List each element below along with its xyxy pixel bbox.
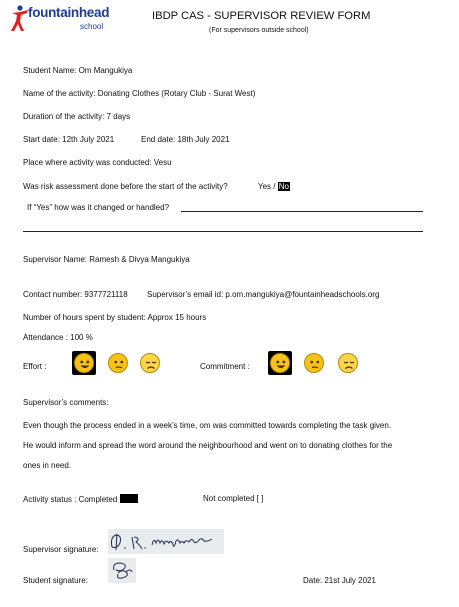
form-subtitle: (For supervisors outside school) — [209, 27, 309, 34]
risk-question: Was risk assessment done before the start of the activity? — [23, 182, 228, 191]
contact-number: Contact number: 9377721118 — [23, 290, 128, 299]
supervisor-signature-image — [108, 529, 224, 554]
completed-checkbox-marked[interactable] — [120, 494, 138, 503]
commitment-happy-option[interactable] — [268, 351, 292, 375]
happy-face-icon — [74, 353, 94, 373]
end-date: End date: 18th July 2021 — [141, 135, 230, 144]
commitment-sad-option[interactable] — [338, 353, 358, 373]
effort-happy-option[interactable] — [72, 351, 96, 375]
neutral-face-icon — [108, 353, 128, 373]
form-title: IBDP CAS - SUPERVISOR REVIEW FORM — [152, 10, 371, 22]
answer-line — [23, 231, 423, 232]
activity-duration: Duration of the activity: 7 days — [23, 112, 131, 121]
commitment-neutral-option[interactable] — [304, 353, 324, 373]
student-signature-image — [108, 558, 136, 583]
signature-date: Date: 21st July 2021 — [303, 576, 376, 585]
effort-neutral-option[interactable] — [108, 353, 128, 373]
start-date: Start date: 12th July 2021 — [23, 135, 115, 144]
risk-answer — [258, 182, 290, 192]
activity-place: Place where activity was conducted: Vesu — [23, 158, 172, 167]
supervisor-name: Supervisor Name: Ramesh & Divya Mangukiya — [23, 255, 190, 264]
commitment-label: Commitment : — [200, 362, 250, 371]
neutral-face-icon — [304, 353, 324, 373]
hours-spent: Number of hours spent by student: Approx 15 hours — [23, 313, 207, 322]
comment-line: ones in need. — [23, 461, 72, 470]
happy-face-icon — [270, 353, 290, 373]
activity-name: Name of the activity: Donating Clothes (Rotary Club - Surat West) — [23, 89, 256, 98]
logo-subtitle: school — [80, 22, 104, 31]
logo-wordmark: fountainhead — [28, 5, 110, 20]
risk-followup-question: If “Yes” how was it changed or handled? — [27, 203, 170, 212]
comment-line: Even though the process ended in a week’s time, om was committed towards completing the task given. — [23, 421, 392, 430]
attendance: Attendance : 100 % — [23, 333, 93, 342]
status-completed-label: Activity status : Completed — [23, 495, 118, 504]
student-signature-label: Student signature: — [23, 576, 88, 585]
activity-status — [23, 494, 138, 505]
sad-face-icon — [140, 353, 160, 373]
comments-label: Supervisor’s comments: — [23, 398, 109, 407]
sad-face-icon — [338, 353, 358, 373]
risk-no-selected: No — [278, 182, 289, 191]
supervisor-email: Supervisor’s email id: p.om.mangukiya@fountainheadschools.org — [147, 290, 380, 299]
comment-line: He would inform and spread the word around the neighbourhood and went on to donating clothes for the — [23, 441, 393, 450]
status-not-completed: Not completed [ ] — [203, 494, 264, 503]
supervisor-signature-label: Supervisor signature: — [23, 545, 99, 554]
student-name: Student Name: Om Mangukiya — [23, 66, 133, 75]
school-logo — [8, 4, 118, 36]
effort-label: Effort : — [23, 362, 47, 371]
risk-yes: Yes / — [258, 182, 276, 191]
effort-sad-option[interactable] — [140, 353, 160, 373]
answer-line — [181, 211, 423, 212]
